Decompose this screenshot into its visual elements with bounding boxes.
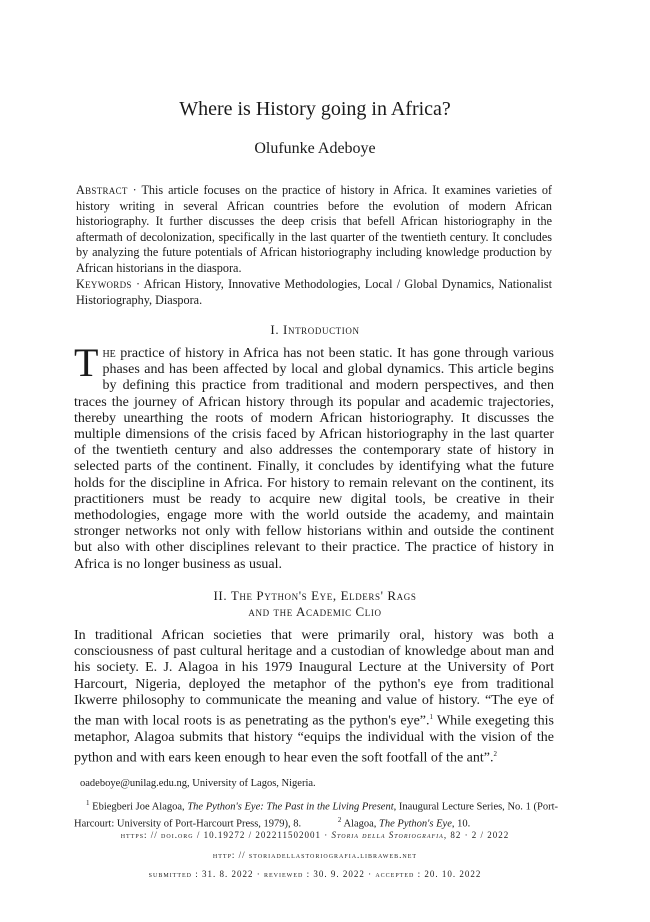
keywords-separator: ·	[131, 277, 144, 291]
journal-issue: , 82 · 2 / 2022	[443, 830, 510, 840]
keywords-text: African History, Innovative Methodologies, Local / Global Dynamics, Nationalist Historiography, Diaspora.	[76, 277, 552, 307]
section-2-heading	[0, 588, 630, 620]
section-2-text-a: In traditional African societies that were primarily oral, history was both a consciousness of past cultural heritage and a custodian of knowledge about man and his society. E. J. Alagoa in his 1979 Inaugural Lecture at the University of Port Harcourt, Nigeria, deployed the metaphor of the python's eye from traditional Ikwerre philosophy to communicate the meaning and value of history. “The eye of the man with local roots is as penetrating as the python's eye”.	[74, 628, 554, 729]
abstract-text: This article focuses on the practice of history in Africa. It examines varieties of history writing in several African countries before the evolution of modern African historiography. It further discusses the deep crisis that befell African historiography in the aftermath of decolonization, specifically in the last quarter of the twentieth century. It concludes by analyzing the future potentials of African historiography including knowledge production by African historians in the diaspora.	[76, 183, 552, 275]
footer-dates: submitted : 31. 8. 2022 · reviewed : 30. 9. 2022 · accepted : 20. 10. 2022	[148, 869, 482, 879]
footnote-2-rest: , 10.	[451, 818, 471, 829]
footer-separator: ·	[321, 830, 332, 840]
section-2-heading-line1: II. The Python's Eye, Elders' Rags	[213, 588, 417, 603]
keywords-label: Keywords	[76, 277, 132, 291]
footnote-1-author: Ebiegberi Joe Alagoa,	[92, 801, 188, 812]
abstract-label: Abstract	[76, 183, 128, 197]
footnote-1-mark: 1	[86, 798, 90, 807]
footnote-2-title: The Python's Eye	[379, 818, 452, 829]
section-2-paragraph	[74, 628, 554, 767]
section-1-paragraph	[74, 340, 554, 573]
footnote-mark-1[interactable]: 1	[429, 713, 433, 722]
section-1-text: practice of history in Africa has not been static. It has gone through various phases and has been affected by local and global dynamics. This article begins by defining this practice from traditional and modern perspectives, and then traces the journey of African history through its popular and academic trajectories, thereby unearthing the roots of modern African historiography. It discusses the multiple dimensions of the crisis faced by African historiography in the last quarter of the twentieth century and also addresses the contemporary state of history in selected parts of the continent. Finally, it concludes by identifying what the future holds for the discipline in Africa. For history to remain relevant on the continent, its practitioners must be ready to acquire new digital tools, be creative in their methodologies, engage more with the world outside the academy, and maintain stronger networks not only with fellow historians within and outside the continent but also with other disciplines relevant to their practice. The practice of history in Africa is no longer business as usual.	[74, 346, 554, 572]
footer-doi-line	[0, 830, 630, 840]
footnote-mark-2[interactable]: 2	[493, 750, 497, 759]
footer-url[interactable]: http: // storiadellastoriografia.libraweb.net	[212, 850, 418, 860]
abstract-separator: ·	[127, 183, 142, 197]
keywords	[76, 277, 552, 308]
footnotes	[74, 777, 558, 831]
drop-cap: T	[74, 340, 99, 385]
footnote-1-rest: , Inaugural Lecture Series, No. 1 (Port-Harcourt: University of Port-Harcourt Press, 1979), 8.	[74, 801, 558, 829]
journal-name: Storia della Storiografia	[331, 830, 444, 840]
author-affiliation: oadeboye@unilag.edu.ng, University of Lagos, Nigeria.	[80, 778, 316, 789]
section-2-heading-line2: and the Academic Clio	[248, 604, 382, 619]
footnote-2-author: Alagoa,	[343, 818, 380, 829]
doi-link[interactable]: https: // doi.org / 10.19272 / 202211502001	[120, 830, 322, 840]
section-1-first-words: he	[102, 346, 116, 361]
abstract	[76, 183, 552, 276]
footnote-1-and-2	[74, 797, 558, 831]
footnote-1-title: The Python's Eye: The Past in the Living Present	[187, 801, 394, 812]
section-1-heading: I. Introduction	[270, 322, 360, 337]
section-2-text-b: While exegeting this metaphor, Alagoa submits that history “equips the individual with the vision of the python and with ears keen enough to hear even the soft footfall of the ant”.	[74, 713, 554, 766]
footnote-2-mark: 2	[337, 815, 342, 824]
article-title: Where is History going in Africa?	[179, 98, 451, 120]
article-author: Olufunke Adeboye	[254, 140, 376, 157]
